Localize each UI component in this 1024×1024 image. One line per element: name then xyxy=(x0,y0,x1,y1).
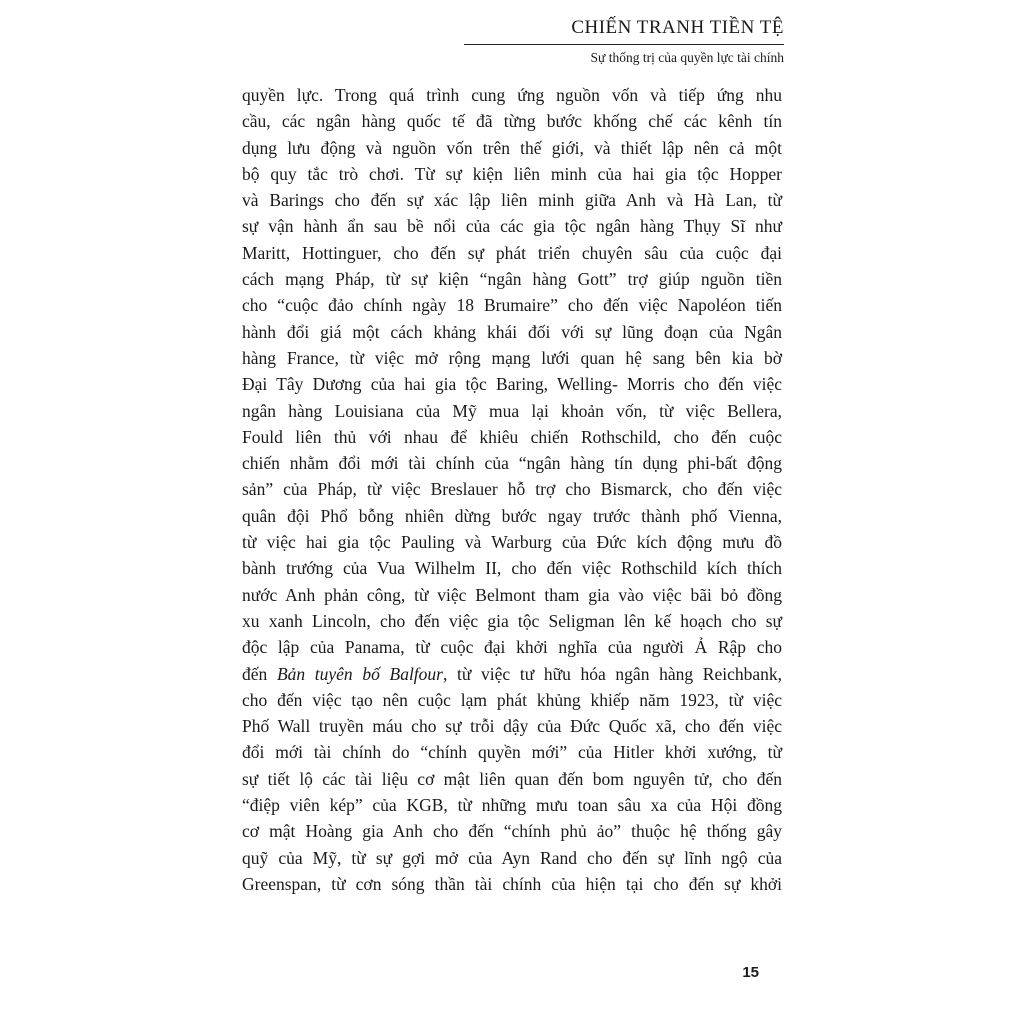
book-subtitle: Sự thống trị của quyền lực tài chính xyxy=(590,50,784,65)
text-line: độc lập của Panama, từ cuộc đại khởi nghĩa của người Ả Rập cho xyxy=(242,637,782,658)
text-line: quỹ của Mỹ, từ sự gợi mở của Ayn Rand cho đến sự lĩnh ngộ của xyxy=(242,847,782,868)
text-line: sự vận hành ẩn sau bề nổi của các gia tộc ngân hàng Thụy Sĩ như xyxy=(242,216,782,237)
text-line: và Barings cho đến sự xác lập liên minh giữa Anh và Hà Lan, từ xyxy=(242,190,782,211)
text-line: hành đổi giá một cách khảng khái đối với sự lũng đoạn của Ngân xyxy=(242,321,782,342)
text-line: xu xanh Lincoln, cho đến việc gia tộc Seligman lên kế hoạch cho sự xyxy=(242,610,782,631)
text-line: cho đến việc tạo nên cuộc lạm phát khủng khiếp năm 1923, từ việc xyxy=(242,689,782,710)
text-line: Đại Tây Dương của hai gia tộc Baring, Welling- Morris cho đến việc xyxy=(242,374,782,395)
text-line: nước Anh phản công, từ việc Belmont tham gia vào việc bãi bỏ đồng xyxy=(242,584,782,605)
text-line: cơ mật Hoàng gia Anh cho đến “chính phủ ảo” thuộc hệ thống gây xyxy=(242,821,782,842)
text-line: “điệp viên kép” của KGB, từ những mưu toan sâu xa của Hội đồng xyxy=(242,795,782,816)
text-line: bành trướng của Vua Wilhelm II, cho đến việc Rothschild kích thích xyxy=(242,558,782,579)
text-line: quyền lực. Trong quá trình cung ứng nguồn vốn và tiếp ứng nhu xyxy=(242,85,782,105)
text-line: Greenspan, từ cơn sóng thần tài chính của hiện tại cho đến sự khởi xyxy=(242,873,782,894)
text-line: Fould liên thủ với nhau để khiêu chiến Rothschild, cho đến cuộc xyxy=(242,426,782,447)
text-line: bộ quy tắc trò chơi. Từ sự kiện liên minh của hai gia tộc Hopper xyxy=(242,163,782,184)
book-title: CHIẾN TRANH TIỀN TỆ xyxy=(571,17,784,38)
text-line: quân đội Phổ bỗng nhiên dừng bước ngay trước thành phố Vienna, xyxy=(242,505,782,526)
text-line: chiến nhằm đổi mới tài chính của “ngân hàng tín dụng phi-bất động xyxy=(242,453,782,474)
running-header xyxy=(464,14,784,67)
text-line: đổi mới tài chính do “chính quyền mới” của Hitler khởi xướng, từ xyxy=(242,742,782,763)
text-line: Phố Wall truyền máu cho sự trỗi dậy của Đức Quốc xã, cho đến việc xyxy=(242,716,782,737)
line-suffix: , từ việc tư hữu hóa ngân hàng Reichbank, xyxy=(442,663,782,684)
text-line: dụng lưu động và nguồn vốn trên thế giới, và thiết lập nên cả một xyxy=(242,137,782,158)
text-line-with-citation xyxy=(242,661,782,687)
text-line: cách mạng Pháp, từ sự kiện “ngân hàng Gott” trợ giúp nguồn tiền xyxy=(242,269,782,290)
text-line: cầu, các ngân hàng quốc tế đã từng bước khống chế các kênh tín xyxy=(242,111,782,132)
text-line: Maritt, Hottinguer, cho đến sự phát triển chuyên sâu của cuộc đại xyxy=(242,242,782,263)
text-line: sản” của Pháp, từ việc Breslauer hỗ trợ cho Bismarck, cho đến việc xyxy=(242,479,782,500)
text-line: sự tiết lộ các tài liệu cơ mật liên quan đến bom nguyên tử, cho đến xyxy=(242,768,782,789)
page-number: 15 xyxy=(742,964,759,981)
line-prefix: đến xyxy=(242,663,277,684)
header-rule xyxy=(464,44,784,45)
text-line: từ việc hai gia tộc Pauling và Warburg của Đức kích động mưu đồ xyxy=(242,532,782,553)
text-line: hàng France, từ việc mở rộng mạng lưới quan hệ sang bên kia bờ xyxy=(242,347,782,368)
body-text xyxy=(242,82,782,897)
balfour-declaration-citation: Bản tuyên bố Balfour xyxy=(276,663,443,684)
text-line: cho “cuộc đảo chính ngày 18 Brumaire” cho đến việc Napoléon tiến xyxy=(242,295,782,316)
text-line: ngân hàng Louisiana của Mỹ mua lại khoản vốn, từ việc Bellera, xyxy=(242,400,782,421)
